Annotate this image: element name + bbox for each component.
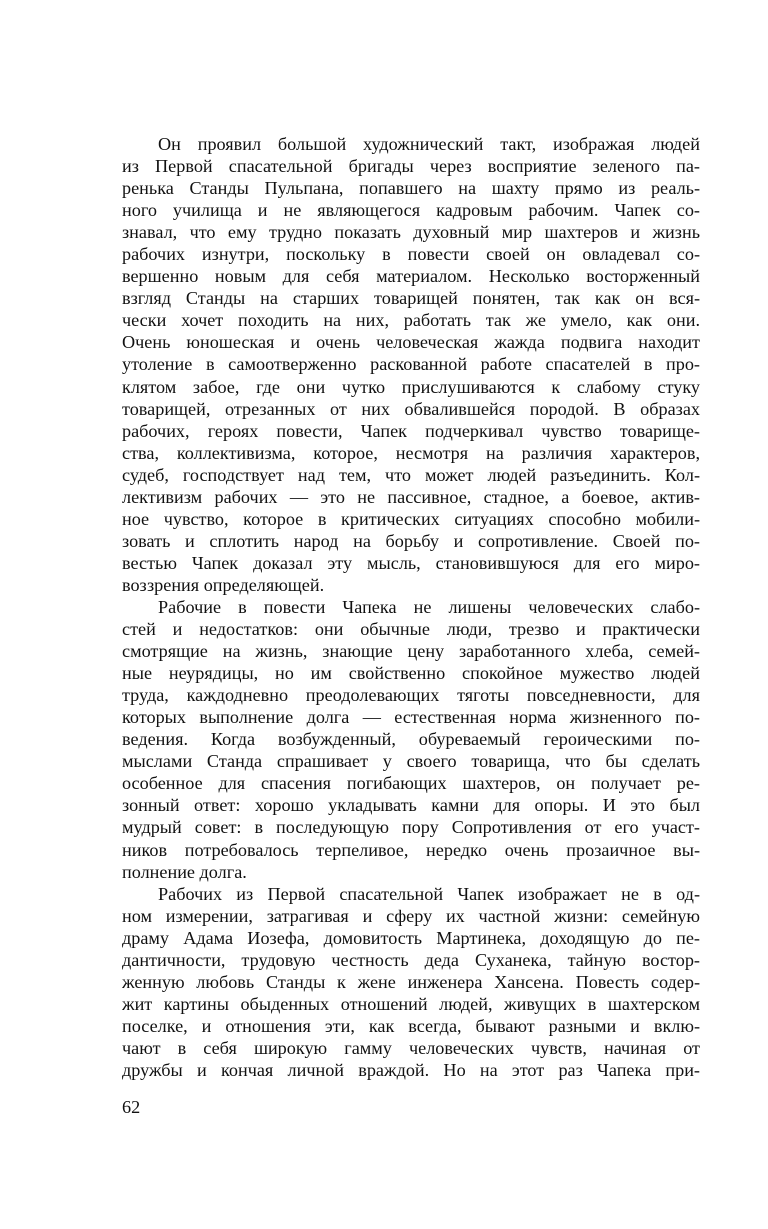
text-line: знавал, что ему трудно показать духовный мир шахтеров и жизнь bbox=[122, 222, 700, 243]
text-line: вестью Чапек доказал эту мысль, становившуюся для его миро- bbox=[122, 552, 700, 573]
text-line: чески хочет походить на них, работать так же умело, как они. bbox=[122, 310, 700, 331]
text-line: которых выполнение долга — естественная норма жизненного по- bbox=[122, 707, 700, 728]
text-line: ном измерении, затрагивая и сферу их частной жизни: семейную bbox=[122, 905, 700, 926]
text-line: поселке, и отношения эти, как всегда, бывают разными и вклю- bbox=[122, 1015, 700, 1036]
text-line: дантичности, трудовую честность деда Суханека, тайную востор- bbox=[122, 949, 700, 970]
text-line: из Первой спасательной бригады через восприятие зеленого па- bbox=[122, 156, 700, 177]
text-line: ное чувство, которое в критических ситуациях способно мобили- bbox=[122, 508, 700, 529]
text-line: Очень юношеская и очень человеческая жажда подвига находит bbox=[122, 332, 700, 353]
text-line: товарищей, отрезанных от них обвалившейся породой. В образах bbox=[122, 398, 700, 419]
text-line: ства, коллективизма, которое, несмотря на различия характеров, bbox=[122, 442, 700, 463]
text-line: особенное для спасения погибающих шахтеров, он получает ре- bbox=[122, 773, 700, 794]
text-line: стей и недостатков: они обычные люди, трезво и практически bbox=[122, 619, 700, 640]
text-line: клятом забое, где они чутко прислушиваются к слабому стуку bbox=[122, 376, 700, 397]
page-body bbox=[122, 133, 700, 1081]
page-number: 62 bbox=[122, 1097, 141, 1117]
text-line: труда, каждодневно преодолевающих тяготы повседневности, для bbox=[122, 685, 700, 706]
text-line: воззрения определяющей. bbox=[122, 574, 325, 595]
text-line: женную любовь Станды к жене инженера Хансена. Повесть содер- bbox=[122, 971, 700, 992]
text-line: полнение долга. bbox=[122, 861, 247, 882]
paragraph-1 bbox=[122, 133, 700, 596]
text-line: зовать и сплотить народ на борьбу и сопротивление. Своей по- bbox=[122, 530, 700, 551]
text-line: лективизм рабочих — это не пассивное, стадное, а боевое, актив- bbox=[122, 486, 700, 507]
paragraph-2 bbox=[122, 596, 700, 883]
text-line: рабочих, героях повести, Чапек подчеркивал чувство товарище- bbox=[122, 420, 700, 441]
text-line: Рабочие в повести Чапека не лишены человеческих слабо- bbox=[158, 596, 700, 617]
text-line: смотрящие на жизнь, знающие цену заработанного хлеба, семей- bbox=[122, 641, 700, 662]
text-line: взгляд Станды на старших товарищей понятен, так как он вся- bbox=[122, 288, 700, 309]
text-line: зонный ответ: хорошо укладывать камни для опоры. И это был bbox=[122, 795, 700, 816]
text-line: ведения. Когда возбужденный, обуреваемый героическими по- bbox=[122, 729, 700, 750]
text-line: ников потребовалось терпеливое, нередко очень прозаичное вы- bbox=[122, 839, 700, 860]
text-line: драму Адама Иозефа, домовитость Мартинека, доходящую до пе- bbox=[122, 927, 700, 948]
text-line: Он проявил большой художнический такт, изображая людей bbox=[158, 134, 700, 154]
text-line: мыслами Станда спрашивает у своего товарища, что бы сделать bbox=[122, 751, 700, 772]
text-line: ренька Станды Пульпана, попавшего на шахту прямо из реаль- bbox=[122, 178, 700, 199]
text-line: Рабочих из Первой спасательной Чапек изображает не в од- bbox=[158, 883, 700, 904]
text-line: чают в себя широкую гамму человеческих чувств, начиная от bbox=[122, 1037, 700, 1058]
text-line: мудрый совет: в последующую пору Сопротивления от его участ- bbox=[122, 817, 700, 838]
text-line: ные неурядицы, но им свойственно спокойное мужество людей bbox=[122, 663, 700, 684]
text-line: дружбы и кончая личной враждой. Но на этот раз Чапека при- bbox=[122, 1059, 700, 1080]
text-line: рабочих изнутри, поскольку в повести своей он овладевал со- bbox=[122, 244, 700, 265]
text-line: утоление в самоотверженно раскованной работе спасателей в про- bbox=[122, 354, 700, 375]
text-line: судеб, господствует над тем, что может людей разъединить. Кол- bbox=[122, 464, 700, 485]
text-line: ного училища и не являющегося кадровым рабочим. Чапек со- bbox=[122, 200, 700, 221]
text-line: вершенно новым для себя материалом. Несколько восторженный bbox=[122, 266, 700, 287]
paragraph-3 bbox=[122, 883, 700, 1081]
text-line: жит картины обыденных отношений людей, живущих в шахтерском bbox=[122, 993, 700, 1014]
